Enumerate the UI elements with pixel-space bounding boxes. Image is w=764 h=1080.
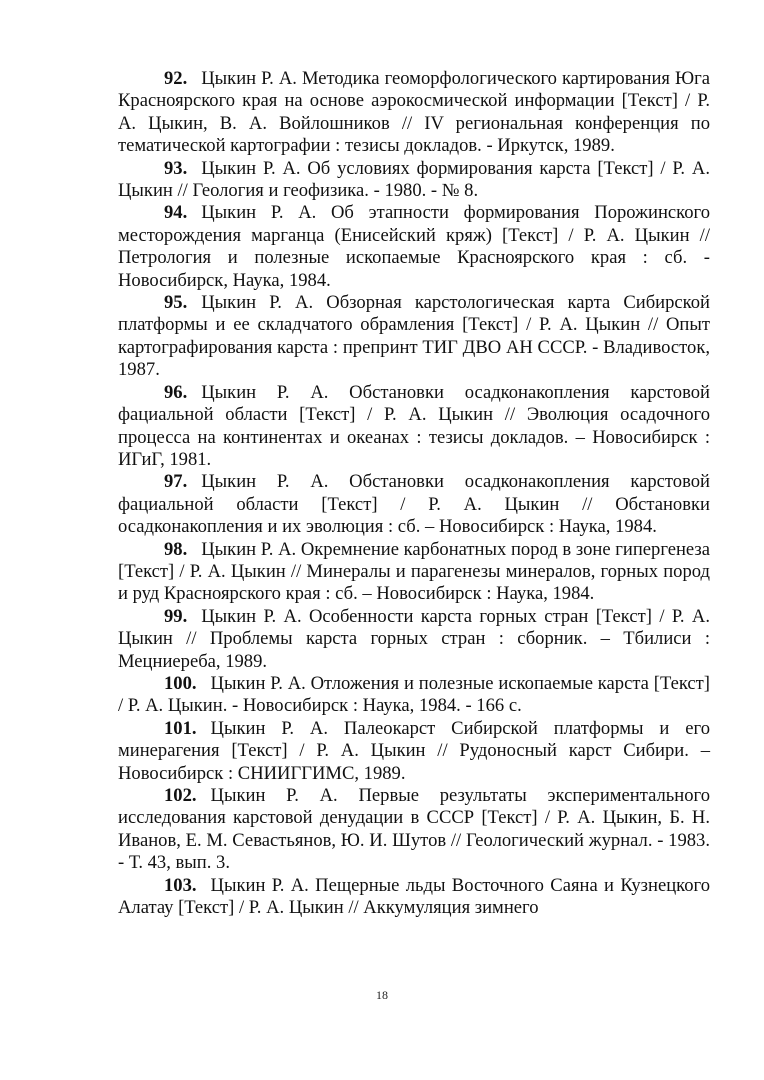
bibliography-entry-101 <box>118 718 710 785</box>
entry-text: Цыкин Р. А. Пещерные льды Восточного Саяна и Кузнецкого Алатау [Текст] / Р. А. Цыкин // Аккумуляция зимнего <box>118 874 710 919</box>
entry-number: 92. <box>164 68 188 89</box>
entry-text: Цыкин Р. А. Палеокарст Сибирской платформы и его минерагения [Текст] / Р. А. Цыкин // Рудоносный карст Сибири. – Новосибирск : СНИИГГИМС, 1989. <box>118 717 710 784</box>
entry-number: 98. <box>164 538 188 560</box>
entry-number: 95. <box>164 292 188 314</box>
entry-text: Цыкин Р. А. Методика геоморфологического картирования Юга Красноярского края на основе аэрокосмической информации [Текст] / Р. А. Цыкин, В. А. Войлошников // IV региональная конференция по тематической картографии : тезисы докладов. - Иркутск, 1989. <box>118 68 710 157</box>
bibliography-page <box>118 68 710 919</box>
bibliography-entry-94 <box>118 202 710 292</box>
entry-number: 99. <box>164 605 188 627</box>
entry-text: Цыкин Р. А. Обстановки осадконакопления карстовой фациальной области [Текст] / Р. А. Цыкин // Эволюция осадочного процесса на континентах и океанах : тезисы докладов. – Новосибирск : ИГиГ, 1981. <box>118 381 710 470</box>
bibliography-entry-92 <box>118 68 710 158</box>
entry-text: Цыкин Р. А. Окремнение карбонатных пород в зоне гипергенеза [Текст] / Р. А. Цыкин // Минералы и парагенезы минералов, горных пород и руд Красноярского края : сб. – Новосибирск : Наука, 1984. <box>118 538 710 605</box>
bibliography-entry-102 <box>118 785 710 875</box>
bibliography-entry-97 <box>118 471 710 538</box>
bibliography-entry-98 <box>118 539 710 606</box>
entry-text: Цыкин Р. А. Обзорная карстологическая карта Сибирской платформы и ее складчатого обрамления [Текст] / Р. А. Цыкин // Опыт картографирования карста : препринт ТИГ ДВО АН СССР. - Владивосток, 1987. <box>118 292 710 381</box>
page-number: 18 <box>376 988 388 1002</box>
entry-text: Цыкин Р. А. Особенности карста горных стран [Текст] / Р. А. Цыкин // Проблемы карста горных стран : сборник. – Тбилиси : Мецниереба, 1989. <box>118 605 710 672</box>
entry-number: 103. <box>164 874 197 896</box>
bibliography-entry-99 <box>118 606 710 673</box>
entry-text: Цыкин Р. А. Об этапности формирования Порожинского месторождения марганца (Енисейский кряж) [Текст] / Р. А. Цыкин // Петрология и полезные ископаемые Красноярского края : сб. - Новосибирск, Наука, 1984. <box>118 202 710 291</box>
entry-number: 100. <box>164 672 197 694</box>
bibliography-entry-93 <box>118 158 710 203</box>
entry-text: Цыкин Р. А. Отложения и полезные ископаемые карста [Текст] / Р. А. Цыкин. - Новосибирск : Наука, 1984. - 166 с. <box>118 672 710 717</box>
entry-number: 101. <box>164 717 197 739</box>
entry-text: Цыкин Р. А. Об условиях формирования карста [Текст] / Р. А. Цыкин // Геология и геофизика. - 1980. - № 8. <box>118 157 710 202</box>
entry-number: 93. <box>164 157 188 179</box>
entry-number: 96. <box>164 381 188 403</box>
entry-text: Цыкин Р. А. Первые результаты экспериментального исследования карстовой денудации в СССР [Текст] / Р. А. Цыкин, Б. Н. Иванов, Е. М. Севастьянов, Ю. И. Шутов // Геологический журнал. - 1983. - Т. 43, вып. 3. <box>118 785 710 874</box>
entry-text: Цыкин Р. А. Обстановки осадконакопления карстовой фациальной области [Текст] / Р. А. Цыкин // Обстановки осадконакопления и их эволюция : сб. – Новосибирск : Наука, 1984. <box>118 471 710 538</box>
bibliography-entry-95 <box>118 292 710 382</box>
bibliography-entry-103 <box>118 875 710 920</box>
entry-number: 97. <box>164 471 188 493</box>
bibliography-entry-100 <box>118 673 710 718</box>
entry-number: 102. <box>164 785 197 806</box>
entry-number: 94. <box>164 202 188 224</box>
bibliography-entry-96 <box>118 382 710 472</box>
